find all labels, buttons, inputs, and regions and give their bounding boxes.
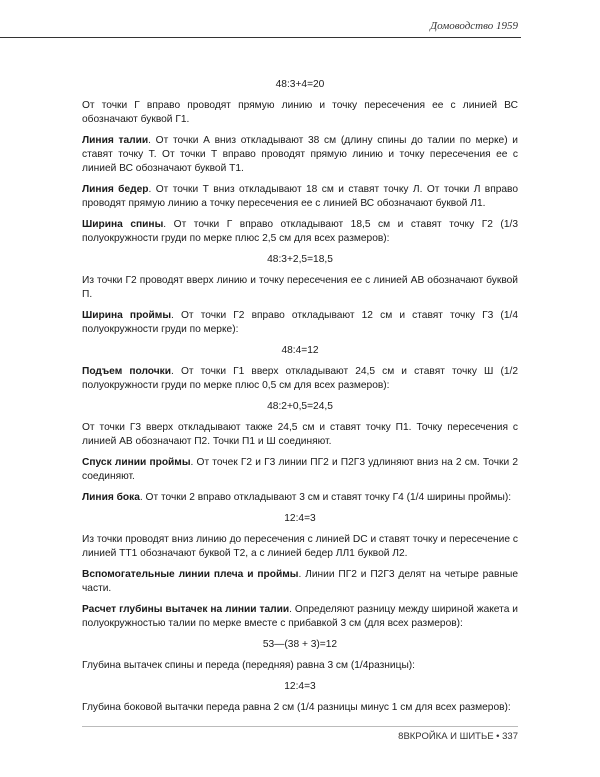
formula-4: 48:2+0,5=24,5 <box>267 401 333 412</box>
formula-5: 12:4=3 <box>284 513 316 524</box>
paragraph-11: Из точки проводят вниз линию до пересечения с линией DC и ставят точку и пересечение с линией ТТ1 обозначают буквой Т2, а с линией бедер ЛЛ1 буквой Л2. <box>82 534 518 559</box>
paragraph-dart-depth <box>82 603 518 631</box>
text-hip-line: . От точки Т вниз откладывают 18 см и ставят точку Л. От точки Л вправо проводят прямую линию а точку пересечения ее с линией ВС обозначают буквой Л1. <box>82 184 519 209</box>
term-hip-line: Линия бедер <box>82 184 149 195</box>
formula-3: 48:4=12 <box>281 345 319 356</box>
running-head: Домоводство 1959 <box>430 20 518 32</box>
text-armhole-drop: . От точек Г2 и Г3 линии ПГ2 и П2Г3 удлиняют вниз на 2 см. Точки 2 соединяют. <box>82 457 519 482</box>
term-front-rise: Подъем полочки <box>82 366 172 377</box>
formula-1: 48:3+4=20 <box>275 79 325 90</box>
paragraph-side-line <box>82 491 518 505</box>
formula-6: 53—(38 + 3)=12 <box>262 639 338 650</box>
text-side-line: . От точки 2 вправо откладывают 3 см и ставят точку Г4 (1/4 ширины проймы): <box>139 492 512 503</box>
paragraph-15: Глубина боковой вытачки переда равна 2 см (1/4 разницы минус 1 см для всех размеров): <box>82 702 511 713</box>
text-waist-line: . От точки А вниз откладывают 38 см (длину спины до талии по мерке) и ставят точку Т. От точки Т вправо проводят прямую линию и точку пересечения ее с линией ВС обозначают буквой Т1. <box>82 135 518 174</box>
text-front-rise: . От точки Г1 вверх откладывают 24,5 см и ставят точку Ш (1/2 полуокружности груди по мерке плюс 0,5 см для всех размеров): <box>82 366 518 391</box>
term-waist-line: Линия талии <box>82 135 149 146</box>
paragraph-5: Из точки Г2 проводят вверх линию и точку пересечения ее с линией АВ обозначают буквой П. <box>82 275 518 300</box>
footer-rule <box>82 726 518 727</box>
paragraph-1: От точки Г вправо проводят прямую линию и точку пересечения ее с линией ВС обозначают буквой Г1. <box>82 100 518 125</box>
term-armhole-drop: Спуск линии проймы <box>82 457 191 468</box>
paragraph-hip-line <box>82 183 518 211</box>
term-dart-depth: Расчет глубины вытачек на линии талии <box>82 604 290 615</box>
text-dart-depth: . Определяют разницу между шириной жакета и полуокружностью талии по мерке вместе с прибавкой 3 см (для всех размеров): <box>82 604 518 629</box>
term-back-width: Ширина спины <box>82 219 164 230</box>
paragraph-armhole-drop <box>82 456 518 484</box>
term-side-line: Линия бока <box>82 492 140 503</box>
text-back-width: . От точки Г вправо откладывают 18,5 см и ставят точку Г2 (1/3 полуокружности груди по мерке плюс 2,5 см для всех размеров): <box>82 219 518 244</box>
page-content <box>82 78 518 722</box>
page-footer: 8ВКРОЙКА И ШИТЬЕ • 337 <box>398 731 518 742</box>
paragraph-waist-line <box>82 134 518 176</box>
formula-2: 48:3+2,5=18,5 <box>267 254 333 265</box>
paragraph-14: Глубина вытачек спины и переда (передняя) равна 3 см (1/4разницы): <box>82 660 416 671</box>
formula-7: 12:4=3 <box>284 681 316 692</box>
term-armhole-width: Ширина проймы <box>82 310 172 321</box>
paragraph-auxiliary-lines <box>82 568 518 596</box>
paragraph-8: От точки Г3 вверх откладывают также 24,5 см и ставят точку П1. Точку пересечения с линией АВ обозначают П2. Точки П1 и Ш соединяют. <box>82 422 518 447</box>
paragraph-front-rise <box>82 365 518 393</box>
header-rule <box>0 37 521 38</box>
paragraph-back-width <box>82 218 518 246</box>
text-armhole-width: . От точки Г2 вправо откладывают 12 см и ставят точку Г3 (1/4 полуокружности груди по мерке): <box>82 310 518 335</box>
text-auxiliary-lines: . Линии ПГ2 и П2Г3 делят на четыре равные части. <box>82 569 518 594</box>
term-auxiliary-lines: Вспомогательные линии плеча и проймы <box>82 569 299 580</box>
paragraph-armhole-width <box>82 309 518 337</box>
